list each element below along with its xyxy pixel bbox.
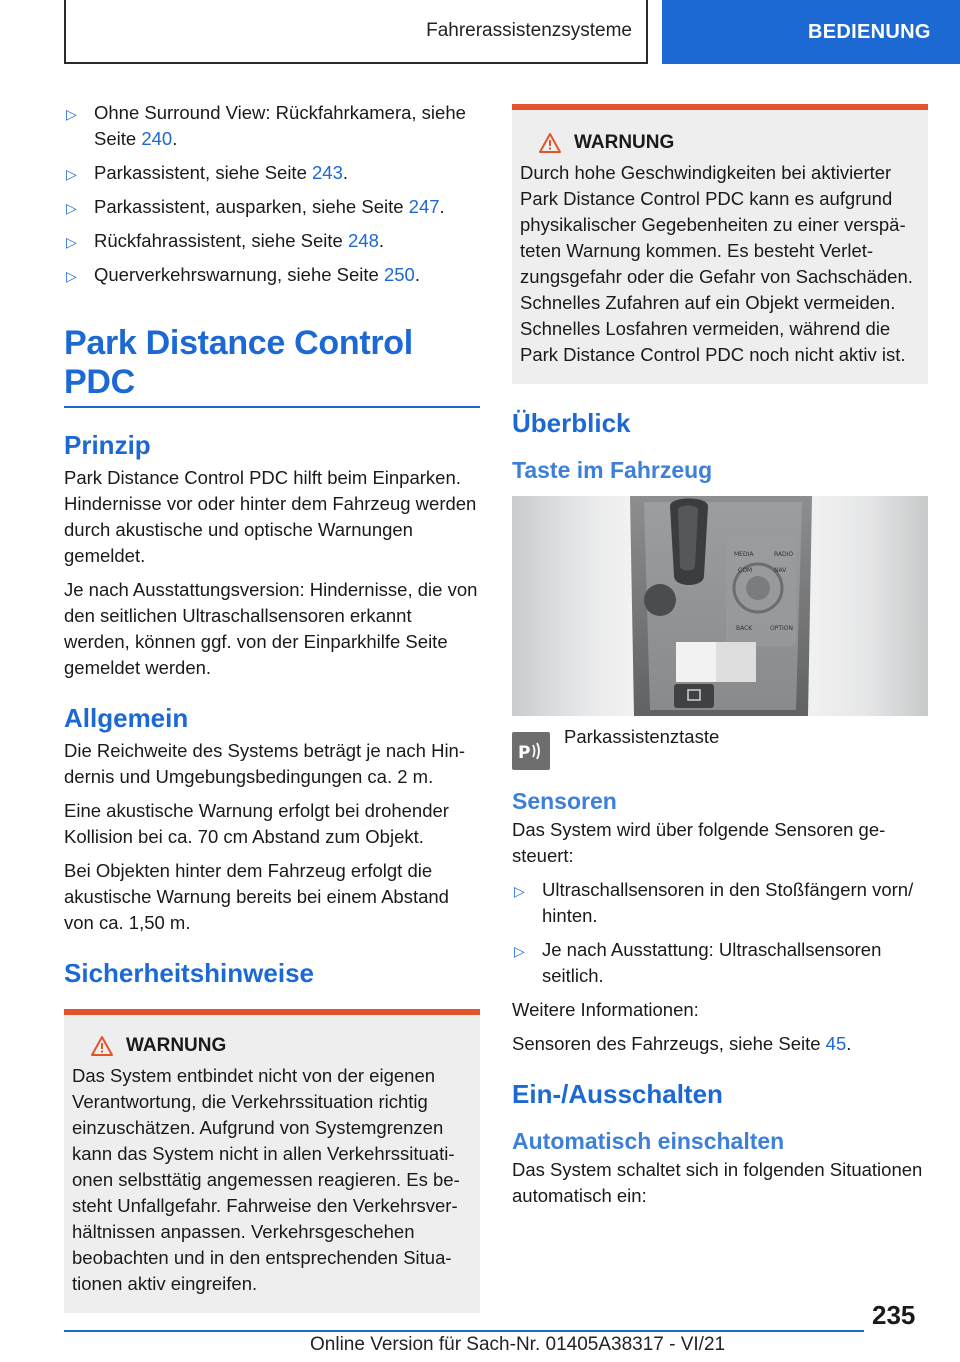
- console-illustration: [512, 496, 928, 716]
- console-label-com: COM: [738, 567, 753, 574]
- header-section-label: Fahrerassistenzsysteme: [426, 20, 632, 41]
- page-link[interactable]: 247: [408, 196, 440, 217]
- warning-heading: [90, 1035, 472, 1057]
- warning-text: Durch hohe Geschwindigkeiten bei aktivierter Park Distance Control PDC kann es aufgrund physikalischer Gegebenheiten zu einer verspäteten Warnung kommen. Es besteht Verletzungsgefahr oder die Gefahr von Sachschäden. Schnelles Zufahren auf ein Objekt vermeiden. Schnelles Losfahren vermeiden, während die Park Distance Control PDC noch nicht aktiv ist.: [520, 162, 913, 365]
- subsection-title-sensoren: Sensoren: [512, 788, 617, 814]
- paragraph: Je nach Ausstattungsversion: Hindernisse, die von den seitlichen Ultraschallsensoren erkannt werden, können ggf. von der Einparkhilfe Seite gemeldet werden.: [64, 579, 478, 678]
- list-item: ▷ Je nach Ausstattung: Ultraschallsensoren seitlich.: [514, 939, 882, 986]
- triangle-bullet-icon: ▷: [514, 943, 525, 959]
- warning-text: Das System entbindet nicht von der eigenen Verantwortung, die Verkehrssituation richtig einzuschätzen. Aufgrund von Systemgrenzen kann das System nicht in allen Verkehrssituationen selbsttätig angemessen reagieren. Es besteht Unfallgefahr. Fahrweise den Verkehrsverhältnissen anpassen. Verkehrsgeschehen beobachten und in den entsprechenden Situationen aktiv eingreifen.: [72, 1065, 460, 1294]
- page-link[interactable]: 248: [348, 230, 379, 251]
- console-label-nav: NAV: [774, 567, 787, 574]
- svg-text:P: P: [518, 743, 531, 763]
- warning-box: [512, 104, 928, 384]
- warning-heading: [538, 132, 920, 154]
- triangle-bullet-icon: ▷: [66, 234, 77, 250]
- console-label-option: OPTION: [770, 625, 793, 632]
- paragraph: Das System wird über folgende Sensoren gesteuert:: [512, 819, 886, 866]
- paragraph: Das System schaltet sich in folgenden Situationen automatisch ein:: [512, 1159, 923, 1206]
- section-title-prinzip: Prinzip: [64, 430, 151, 460]
- pdc-symbol-icon: [517, 739, 545, 763]
- warning-label: WARNUNG: [574, 132, 675, 153]
- list-item: ▷ Querverkehrswarnung, siehe Seite 250.: [64, 262, 480, 288]
- warning-box: [64, 1009, 480, 1313]
- triangle-bullet-icon: ▷: [66, 268, 77, 284]
- header-section: [64, 0, 648, 64]
- triangle-bullet-icon: ▷: [66, 106, 77, 122]
- page-number: 235: [872, 1300, 916, 1330]
- footer-text: Online Version für Sach-Nr. 01405A38317 - VI/21: [310, 1334, 726, 1355]
- photo-caption: [512, 726, 928, 770]
- header-chapter-label: BEDIENUNG: [808, 20, 931, 43]
- console-label-media: MEDIA: [734, 551, 754, 558]
- console-label-radio: RADIO: [774, 551, 794, 558]
- list-item: ▷ Rückfahrassistent, siehe Seite 248.: [64, 228, 480, 254]
- list-item: ▷ Ohne Surround View: Rückfahrkamera, siehe Seite 240.: [66, 102, 466, 149]
- page-link[interactable]: 243: [312, 162, 343, 183]
- sensor-list: [512, 877, 928, 989]
- subsection-title-taste: Taste im Fahrzeug: [512, 457, 713, 483]
- section-title-ueberblick: Überblick: [512, 408, 631, 438]
- intro-list: [64, 100, 480, 288]
- left-column: [64, 100, 480, 1327]
- right-column: [512, 104, 928, 1217]
- triangle-bullet-icon: ▷: [66, 200, 77, 216]
- page-link[interactable]: 45: [825, 1033, 847, 1054]
- footer-divider: [64, 1330, 864, 1332]
- paragraph: Die Reichweite des Systems beträgt je nach Hindernis und Umgebungsbedingungen ca. 2 m.: [64, 740, 466, 787]
- console-label-back: BACK: [736, 625, 753, 632]
- list-item: ▷ Ultraschallsensoren in den Stoßfängern vorn/ hinten.: [514, 879, 914, 926]
- warning-label: WARNUNG: [126, 1035, 227, 1056]
- section-title-allgemein: Allgemein: [64, 703, 189, 733]
- section-title-ein-aus: Ein-/Ausschalten: [512, 1079, 723, 1109]
- section-title-sicherheit: Sicherheitshinweise: [64, 958, 314, 988]
- subsection-title-automatisch: Automatisch einschalten: [512, 1128, 785, 1154]
- park-assist-button-icon: [512, 732, 550, 770]
- caption-text: Parkassistenztaste: [564, 726, 720, 747]
- paragraph: Bei Objekten hinter dem Fahrzeug erfolgt die akustische Warnung bereits bei einem Abstand von ca. 1,50 m.: [64, 860, 449, 933]
- vehicle-console-photo: [512, 496, 928, 716]
- triangle-bullet-icon: ▷: [66, 166, 77, 182]
- paragraph: Sensoren des Fahrzeugs, siehe Seite 45.: [512, 1033, 852, 1054]
- triangle-bullet-icon: ▷: [514, 883, 525, 899]
- page-link[interactable]: 250: [383, 264, 415, 285]
- paragraph: Weitere Informationen:: [512, 999, 699, 1020]
- paragraph: Park Distance Control PDC hilft beim Einparken. Hindernisse vor oder hinter dem Fahrzeug werden durch akustische und optische Warnungen gemeldet.: [64, 467, 477, 566]
- warning-triangle-icon: [538, 132, 562, 154]
- list-item: ▷ Parkassistent, ausparken, siehe Seite 247.: [64, 194, 480, 220]
- header-chapter-tab[interactable]: [662, 0, 960, 64]
- list-item: ▷ Parkassistent, siehe Seite 243.: [64, 160, 480, 186]
- warning-triangle-icon: [90, 1035, 114, 1057]
- main-title: Park Distance Control PDC: [64, 324, 480, 408]
- page-link[interactable]: 240: [141, 128, 173, 149]
- paragraph: Eine akustische Warnung erfolgt bei drohender Kollision bei ca. 70 cm Abstand zum Objekt.: [64, 800, 449, 847]
